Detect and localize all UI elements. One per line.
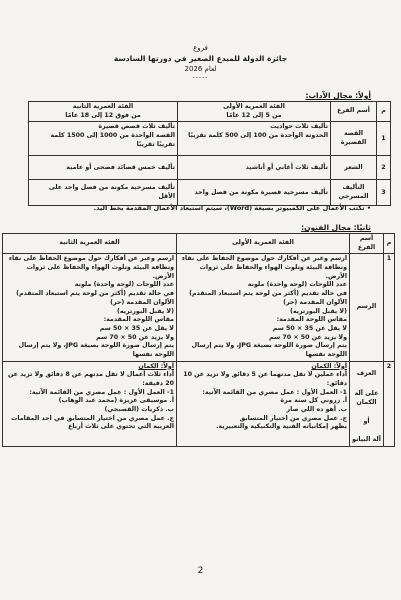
branch-line: آلة البيانو: [352, 436, 381, 444]
header-cat2: الفئة العمرية الثانية من فوق 12 إلى 18 عامًا: [29, 102, 178, 122]
cat1-line: 1- العمل الأول : عمل مصري من القائمة الآتية:: [202, 388, 347, 396]
cat2-line: عدد اللوحات (لوحة واحدة) ملونة: [74, 281, 174, 289]
row-branch: التأليف المسرحي: [331, 180, 377, 206]
header-year: لعام 2026: [184, 65, 217, 73]
cat2-line: (لا يقبل البورتريه): [116, 307, 174, 315]
header-cat2: الفئة العمرية الثانية: [3, 234, 177, 254]
row-cat1: تأليف مسرحية قصيرة مكونة من فصل واحد: [178, 180, 331, 206]
table-row-drawing: [3, 254, 395, 361]
header-num: م: [377, 102, 391, 122]
table-header-row: [29, 102, 391, 122]
row-num: 1: [377, 122, 391, 156]
header-line-1: فروع: [193, 44, 208, 52]
header-branch: أسم الفرع: [350, 234, 384, 254]
cat1-line: عدد اللوحات (لوحة واحدة) ملونة: [247, 281, 347, 289]
cat1-line: لا يقل عن 35 × 50 سم: [272, 324, 347, 332]
table-row: [29, 180, 391, 206]
cat2-line: أ. موسيقى عزيزة (محمد عبد الوهاب): [58, 397, 174, 405]
cat1-line: يتم إرسال صورة اللوحة بصيغة JPG، ولا يتم إرسال اللوحة نفسها: [191, 342, 347, 358]
row-num: 3: [377, 180, 391, 206]
cat2-line: الألوان المقدمة (حر): [110, 298, 174, 306]
format-note: • تكتب الأعمال على الكمبيوتر بصيغة (Word)، سيتم استبعاد الأعمال المقدمة بخط اليد.: [93, 204, 371, 212]
cat2-line: ب. ذكريات (القصبجي): [104, 406, 174, 414]
branch-line: العزف: [356, 369, 377, 377]
row-cat2: [3, 254, 177, 361]
cat1-line: الألوان المقدمة (حر): [283, 298, 347, 306]
cat1-line: ب. أهو ده اللي صار: [286, 406, 347, 414]
row-num: 2: [384, 361, 395, 446]
violin-subtitle: أولاً: الكمان: [311, 362, 347, 370]
literature-table: [28, 101, 391, 206]
row-cat2: تأليف ثلاث قصص قصيرة القصة الواحدة من 1000 إلى 1500 كلمة تقريبًا تقريبًا: [29, 122, 178, 156]
header-num: م: [384, 234, 395, 254]
row-branch: الشعر: [331, 156, 377, 180]
row-cat1: [177, 361, 350, 446]
header-divider: -----: [192, 74, 209, 81]
cat2-line: ج. عمل مصري من اختيار المتسابق في احد المقامات العربية التي تحتوي على ثلاث أرباع: [11, 414, 174, 431]
cat2-line: ولا يزيد عن 50 × 70 سم: [96, 333, 174, 341]
table-row: [29, 122, 391, 156]
branch-line: على آلة: [354, 390, 379, 398]
section2-title: ثانيًا: مجال الفنون:: [301, 223, 371, 232]
header-cat1: الفئة العمرية الأولى: [177, 234, 350, 254]
cat2-line: 1- العمل الأول : عمل مصري من القائمة الآتية:: [29, 388, 174, 396]
header-cat1: الفئة العمرية الأولى من 5 إلى 12 عامًا: [178, 102, 331, 122]
cat1-line: مقاس اللوحة المقدمة:: [276, 316, 347, 324]
header-award-title: جائزة الدولة للمبدع الصغير في دورتها السادسة: [113, 54, 288, 63]
cat1-line: ولا يزيد عن 50 × 70 سم: [269, 333, 347, 341]
row-branch: [350, 361, 384, 446]
cat1-line: (لا يقبل البورتريه): [289, 307, 347, 315]
cat2-line: مقاس اللوحة المقدمة:: [103, 316, 174, 324]
cat1-line: في حالة تقديم (أكثر من لوحة يتم استبعاد المتقدم): [189, 290, 347, 298]
cat1-line: أ. زروني كل سنة مرة: [280, 397, 347, 405]
cat1-line: ارسم وعبر عن أفكارك حول موضوع الحفاظ على نقاء ونظافة البيئة وتلوث الهواء والحفاظ على ثروات الأرض.: [181, 255, 347, 280]
row-branch: القصة القصيرة: [331, 122, 377, 156]
cat1-line: أداء عملين لا تقل مدتهما عن 5 دقائق ولا تزيد عن 10 دقائق:: [183, 371, 347, 387]
section1-title: أولاً: مجال الآداب:: [305, 91, 371, 100]
row-num: 2: [377, 156, 391, 180]
cat2-line: يتم إرسال صورة اللوحة بصيغة JPG، ولا يتم إرسال اللوحة نفسها: [18, 342, 174, 358]
cat1-line: ج. عمل مصري من اختيار المتسابق: [239, 414, 347, 422]
violin-subtitle: أولاً: الكمان: [138, 362, 174, 370]
row-cat2: [3, 361, 177, 446]
cat1-line: يظهر إمكانياته الفنية والتكنيكية والتعبيرية.: [216, 423, 347, 431]
row-cat1: تأليف ثلاث أغاني أو أناشيد: [178, 156, 331, 180]
cat2-line: أداء ثلاث أعمال لا تقل مدتهم عن 8 دقائق ولا تزيد عن 20 دقيقة:: [7, 371, 174, 387]
table-row-instrument: [3, 361, 395, 446]
row-cat2: تأليف خمس قصائد فصحى أو عامية: [29, 156, 178, 180]
arts-table: [2, 233, 395, 447]
branch-line: الكمان: [356, 399, 377, 406]
document-header: [0, 44, 401, 81]
row-num: 1: [384, 254, 395, 361]
row-cat2: تأليف مسرحية مكونة من فصل واحد على الأقل: [29, 180, 178, 206]
page-number: 2: [197, 566, 204, 576]
row-cat1: [177, 254, 350, 361]
header-branch: أسم الفرع: [331, 102, 377, 122]
cat2-line: ارسم وعبر عن أفكارك حول موضوع الحفاظ على نقاء ونظافة البيئة وتلوث الهواء والحفاظ على ثروات الأرض.: [8, 255, 174, 280]
row-cat1: تأليف ثلاث حواديت الحدوتة الواحدة من 100 إلى 500 كلمة تقريبًا: [178, 122, 331, 156]
table-header-row: [3, 234, 395, 254]
cat2-line: لا يقل عن 35 × 50 سم: [99, 324, 174, 332]
row-branch: الرسم: [350, 254, 384, 361]
branch-line: أو: [363, 417, 370, 425]
table-row: [29, 156, 391, 180]
cat2-line: في حالة تقديم (أكثر من لوحة يتم استبعاد المتقدم): [16, 290, 174, 298]
